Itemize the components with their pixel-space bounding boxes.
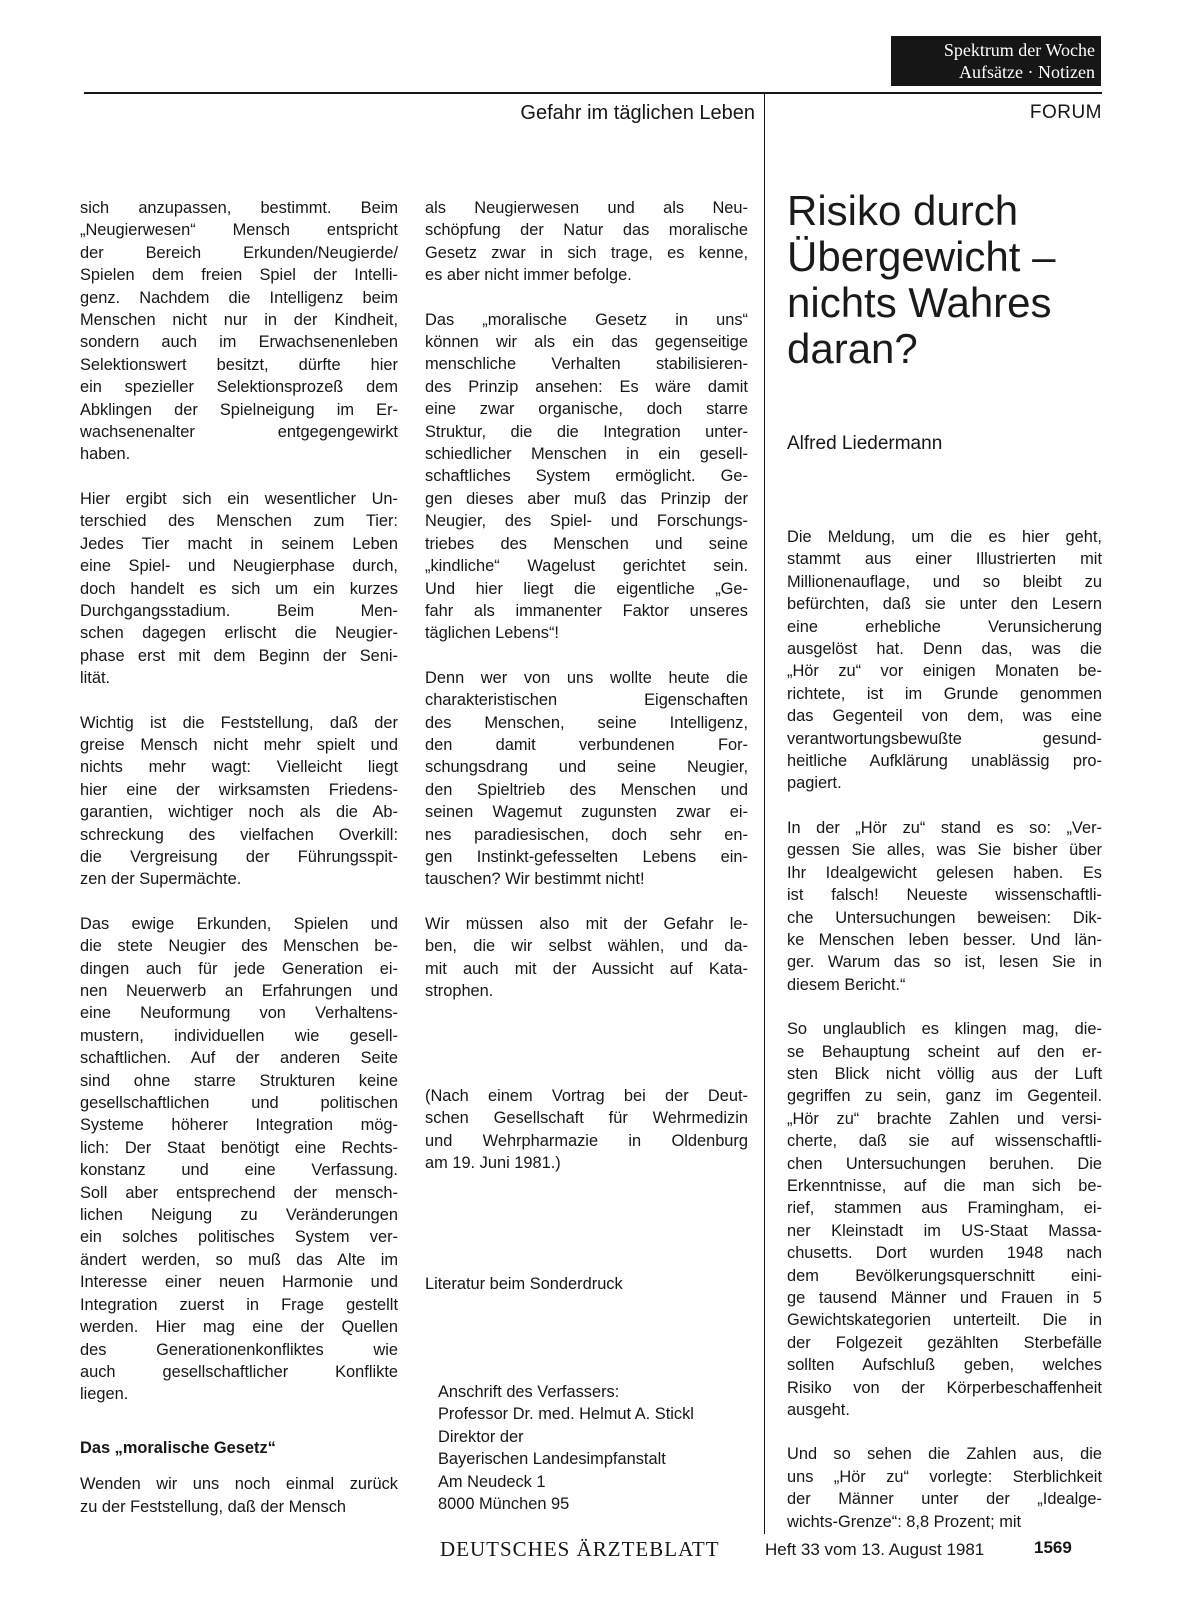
address-line: 8000 München 95 <box>438 1495 570 1514</box>
column-2 <box>425 197 748 1024</box>
col1-line: Interesse einer neuen Harmonie und <box>80 1273 398 1292</box>
col2-line: können wir als ein das gegenseitige <box>425 333 748 352</box>
col3-line: chen Untersuchungen beruhen. Die <box>787 1154 1102 1173</box>
col2-paragraph <box>425 913 748 1003</box>
col2-line: es aber nicht immer befolge. <box>425 266 632 285</box>
col1-tail-line: zu der Feststellung, daß der Mensch <box>80 1497 347 1516</box>
address-line: Direktor der <box>438 1427 524 1446</box>
col3-line: se Behauptung scheint auf den er- <box>787 1042 1102 1061</box>
col1-line: wachsenenalter entgegengewirkt <box>80 423 398 442</box>
col1-line: schaftlichen. Auf der anderen Seite <box>80 1049 398 1068</box>
col1-line: Abklingen der Spielneigung im Er- <box>80 400 398 419</box>
column-2-body <box>425 197 748 1002</box>
col2-line: strophen. <box>425 982 494 1000</box>
col1-line: auch gesellschaftlicher Konflikte <box>80 1362 398 1381</box>
col2-line: gen Instinkt-gefesselten Lebens ein- <box>425 847 748 866</box>
forum-label: FORUM <box>1029 102 1102 123</box>
col3-line: ger. Warum das so ist, lesen Sie in <box>787 953 1102 972</box>
col1-line: doch handelt es sich um ein kurzes <box>80 579 398 598</box>
col1-line: Spielen dem freien Spiel der Intelli- <box>80 266 398 285</box>
col1-line: lichen Neigung zu Veränderungen <box>80 1206 398 1225</box>
col1-line: lich: Der Staat benötigt eine Rechts- <box>80 1138 398 1157</box>
article-author: Alfred Liedermann <box>787 433 943 454</box>
col2-line: schungsdrang und seine Neugier, <box>425 758 748 777</box>
col3-line: pagiert. <box>787 774 842 793</box>
col1-line: Hier ergibt sich ein wesentlicher Un- <box>80 489 398 508</box>
col2-line: Struktur, die die Integration unter- <box>425 422 748 441</box>
col3-paragraph <box>787 817 1102 996</box>
headline-line: nichts Wahres <box>787 279 1052 326</box>
col1-line: schreckung des vielfachen Overkill: <box>80 825 398 844</box>
col1-paragraph <box>80 712 398 891</box>
col1-line: schen dagegen erlischt die Neugier- <box>80 624 398 643</box>
col3-line: gessen Sie alles, was Sie bisher über <box>787 841 1102 860</box>
col3-line: uns „Hör zu“ vorlegte: Sterblichkeit <box>787 1467 1102 1486</box>
badge-line-2: Aufsätze · Notizen <box>959 62 1095 82</box>
column-1 <box>80 197 398 1540</box>
col3-line: In der „Hör zu“ stand es so: „Ver- <box>787 818 1102 837</box>
col3-line: stammt aus einer Illustrierten mit <box>787 550 1102 569</box>
col3-line: sten Blick nicht völlig aus der Luft <box>787 1064 1102 1083</box>
column-3-body <box>787 526 1102 1533</box>
col1-line: ein solches politisches System ver- <box>80 1228 398 1247</box>
col1-line: sind ohne starre Strukturen keine <box>80 1071 398 1090</box>
col2-line: des Menschen, seine Intelligenz, <box>425 713 748 732</box>
subheading: Das „moralische Gesetz“ <box>80 1438 276 1457</box>
col1-line: sondern auch im Erwachsenenleben <box>80 333 398 352</box>
col2-line: schiedlicher Menschen in ein gesell- <box>425 445 748 464</box>
col2-line: charakteristischen Eigenschaften <box>425 691 748 710</box>
col1-paragraph <box>80 488 398 690</box>
column-1-body <box>80 197 398 1406</box>
column-1-tail <box>80 1473 398 1518</box>
col2-line: des Prinzip ansehen: Es wäre damit <box>425 377 748 396</box>
col2-line: tauschen? Wir bestimmt nicht! <box>425 870 645 889</box>
col3-line: der Männer unter der „Idealge- <box>787 1490 1102 1509</box>
col3-line: Die Meldung, um die es hier geht, <box>787 528 1102 546</box>
col1-line: die stete Neugier des Menschen be- <box>80 937 398 956</box>
header-rule <box>84 92 1102 94</box>
col1-line: konstanz und eine Verfassung. <box>80 1161 398 1180</box>
col3-line: wichts-Grenze“: 8,8 Prozent; mit <box>787 1512 1022 1531</box>
col1-line: Soll aber entsprechend der mensch- <box>80 1183 398 1202</box>
col3-line: rief, stammen aus Framingham, ei- <box>787 1199 1102 1218</box>
col1-line: lität. <box>80 669 111 688</box>
col2-line: schöpfung der Natur das moralische <box>425 221 748 240</box>
col3-line: dem Bevölkerungsquerschnitt eini- <box>787 1266 1102 1285</box>
col1-line: Selektionswert besitzt, dürfte hier <box>80 355 398 374</box>
col1-line: liegen. <box>80 1385 129 1404</box>
col2-line: Gesetz zwar in sich trage, es kenne, <box>425 243 748 262</box>
col1-paragraph <box>80 913 398 1406</box>
literature-note: Literatur beim Sonderdruck <box>425 1275 623 1293</box>
col1-line: Durchgangsstadium. Beim Men- <box>80 601 398 620</box>
col1-line: terschied des Menschen zum Tier: <box>80 512 398 531</box>
headline-line: daran? <box>787 325 918 372</box>
col2-line: täglichen Lebens“! <box>425 624 559 643</box>
col1-line: haben. <box>80 445 131 464</box>
col1-line: zen der Supermächte. <box>80 870 242 889</box>
col3-line: ner Kleinstadt im US-Staat Massa- <box>787 1221 1102 1240</box>
col1-line: greise Mensch nicht mehr spielt und <box>80 735 398 754</box>
article-headline <box>787 188 1107 372</box>
col1-line: dingen auch für jede Generation ei- <box>80 959 398 978</box>
col2-line: menschliche Verhalten stabilisieren- <box>425 355 748 374</box>
col1-line: Systeme höherer Integration mög- <box>80 1116 398 1135</box>
col3-paragraph <box>787 1018 1102 1421</box>
col2-line: Neugier, des Spiel- und Forschungs- <box>425 512 748 531</box>
col3-line: gegriffen zu sein, ganz im Gegenteil. <box>787 1087 1102 1106</box>
col3-line: richtete, ist im Grunde genommen <box>787 684 1102 703</box>
col1-line: Wichtig ist die Feststellung, daß der <box>80 713 398 732</box>
headline-line: Übergewicht – <box>787 233 1056 280</box>
section-title: Gefahr im täglichen Leben <box>520 102 755 124</box>
col2-line: triebes des Menschen und seine <box>425 534 748 553</box>
col3-line: chusetts. Dort wurden 1948 nach <box>787 1244 1102 1263</box>
col1-line: der Bereich Erkunden/Neugierde/ <box>80 243 398 262</box>
author-address <box>438 1381 694 1515</box>
col2-line: Denn wer von uns wollte heute die <box>425 668 748 687</box>
col1-line: Menschen nicht nur in der Kindheit, <box>80 311 398 330</box>
col3-line: che Untersuchungen beweisen: Dik- <box>787 908 1102 927</box>
col3-line: ausgeht. <box>787 1401 850 1420</box>
page-number: 1569 <box>1034 1538 1072 1557</box>
lecture-note <box>425 1085 748 1175</box>
col1-line: die Vergreisung der Führungsspit- <box>80 847 398 866</box>
col1-line: garantien, wichtiger noch als die Ab- <box>80 803 398 822</box>
col1-line: des Generationenkonfliktes wie <box>80 1340 398 1359</box>
col2-line: ben, die wir selbst wählen, und da- <box>425 937 748 956</box>
journal-name: DEUTSCHES ÄRZTEBLATT <box>440 1537 720 1561</box>
col2-line: den Spieltrieb des Menschen und <box>425 780 748 799</box>
col1-paragraph <box>80 197 398 466</box>
col1-line: eine Neuformung von Verhaltens- <box>80 1004 398 1023</box>
col2-line: mit auch mit der Aussicht auf Kata- <box>425 959 748 978</box>
col3-line: das Gegenteil von dem, was eine <box>787 707 1102 726</box>
col3-line: cherte, daß sie auf wissenschaftli- <box>787 1132 1102 1151</box>
col1-line: „Neugierwesen“ Mensch entspricht <box>80 221 398 240</box>
col1-line: Jedes Tier macht in seinem Leben <box>80 534 398 553</box>
col1-line: sich anzupassen, bestimmt. Beim <box>80 199 398 217</box>
note-line: schen Gesellschaft für Wehrmedizin <box>425 1109 748 1128</box>
note-line: (Nach einem Vortrag bei der Deut- <box>425 1087 748 1105</box>
col3-line: heitliche Aufklärung unablässig pro- <box>787 752 1102 771</box>
col2-line: „kindliche“ Wagelust gerichtet sein. <box>425 557 748 576</box>
col3-line: ist falsch! Neueste wissenschaftli- <box>787 886 1102 905</box>
col2-line: eine zwar organische, doch starre <box>425 400 748 419</box>
col1-line: nen Neuerwerb an Erfahrungen und <box>80 982 398 1000</box>
col1-line: Das ewige Erkunden, Spielen und <box>80 914 398 933</box>
address-line: Am Neudeck 1 <box>438 1472 546 1491</box>
issue-info: Heft 33 vom 13. August 1981 <box>765 1540 985 1559</box>
col2-line: schaftliches System ermöglicht. Ge- <box>425 467 748 486</box>
col1-line: gesellschaftlichen und politischen <box>80 1094 398 1113</box>
headline-line: Risiko durch <box>787 187 1019 234</box>
col1-line: Integration zuerst in Frage gestellt <box>80 1295 398 1314</box>
col1-line: phase erst mit dem Beginn der Seni- <box>80 646 398 665</box>
col3-line: Millionenauflage, und so bleibt zu <box>787 572 1102 591</box>
col3-line: „Hör zu“ vor einigen Monaten be- <box>787 662 1102 681</box>
col3-line: diesem Bericht.“ <box>787 975 906 994</box>
col2-line: Das „moralische Gesetz in uns“ <box>425 310 748 329</box>
col1-line: eine Spiel- und Neugierphase durch, <box>80 557 398 576</box>
col1-line: werden. Hier mag eine der Quellen <box>80 1318 398 1337</box>
col2-line: gen dieses aber muß das Prinzip der <box>425 489 748 508</box>
col3-line: der Folgezeit gezählten Sterbefälle <box>787 1333 1102 1352</box>
col2-line: den damit verbundenen For- <box>425 735 748 754</box>
badge-line-1: Spektrum der Woche <box>943 40 1095 60</box>
col3-line: „Hör zu“ brachte Zahlen und versi- <box>787 1109 1102 1128</box>
note-line: und Wehrpharmazie in Oldenburg <box>425 1131 748 1150</box>
section-badge <box>891 36 1101 86</box>
col2-line: fahr als immanenter Faktor unseres <box>425 601 748 620</box>
address-line: Bayerischen Landesimpfanstalt <box>438 1450 666 1469</box>
col3-paragraph <box>787 526 1102 795</box>
col3-line: ke Menschen leben besser. Und län- <box>787 930 1102 949</box>
col3-line: Risiko von der Körperbeschaffenheit <box>787 1378 1102 1397</box>
col1-line: nichts mehr wagt: Vielleicht liegt <box>80 758 398 777</box>
col1-line: ändert werden, so muß das Alte im <box>80 1250 398 1269</box>
column-divider <box>764 94 765 1534</box>
col2-line: Wir müssen also mit der Gefahr le- <box>425 914 748 933</box>
col1-line: ein spezieller Selektionsprozeß dem <box>80 378 398 397</box>
col3-line: befürchten, daß sie unter den Lesern <box>787 595 1102 614</box>
col3-line: Und so sehen die Zahlen aus, die <box>787 1445 1102 1464</box>
col3-line: Ihr Idealgewicht gelesen haben. Es <box>787 863 1102 882</box>
col3-paragraph <box>787 1443 1102 1533</box>
col1-line: hier eine der wirksamsten Friedens- <box>80 780 398 799</box>
note-line: am 19. Juni 1981.) <box>425 1154 561 1173</box>
col2-line: als Neugierwesen und als Neu- <box>425 199 748 217</box>
col3-line: ge tausend Männer und Frauen in 5 <box>787 1289 1102 1307</box>
col2-line: Und hier liegt die eigentliche „Ge- <box>425 579 748 598</box>
address-line: Anschrift des Verfassers: <box>438 1383 620 1401</box>
col2-paragraph <box>425 309 748 645</box>
col3-line: Gewichtskategorien unterteilt. Die in <box>787 1311 1102 1330</box>
col2-paragraph <box>425 197 748 287</box>
col3-line: sollten Aufschluß geben, welches <box>787 1356 1102 1375</box>
col3-line: Erkenntnisse, auf die man sich be- <box>787 1176 1102 1195</box>
column-3 <box>787 526 1102 1555</box>
col2-paragraph <box>425 667 748 891</box>
address-line: Professor Dr. med. Helmut A. Stickl <box>438 1405 694 1424</box>
col2-line: seinen Wagemut zugunsten zwar ei- <box>425 803 748 822</box>
col3-line: So unglaublich es klingen mag, die- <box>787 1020 1102 1039</box>
col1-line: mustern, individuellen wie gesell- <box>80 1026 398 1045</box>
col1-tail-line: Wenden wir uns noch einmal zurück <box>80 1475 398 1494</box>
col2-line: nes paradiesischen, doch sehr en- <box>425 825 748 844</box>
col3-line: eine erhebliche Verunsicherung <box>787 617 1102 636</box>
col3-line: verantwortungsbewußte gesund- <box>787 729 1102 748</box>
col3-line: ausgelöst hat. Denn das, was die <box>787 640 1102 659</box>
col1-line: genz. Nachdem die Intelligenz beim <box>80 288 398 307</box>
